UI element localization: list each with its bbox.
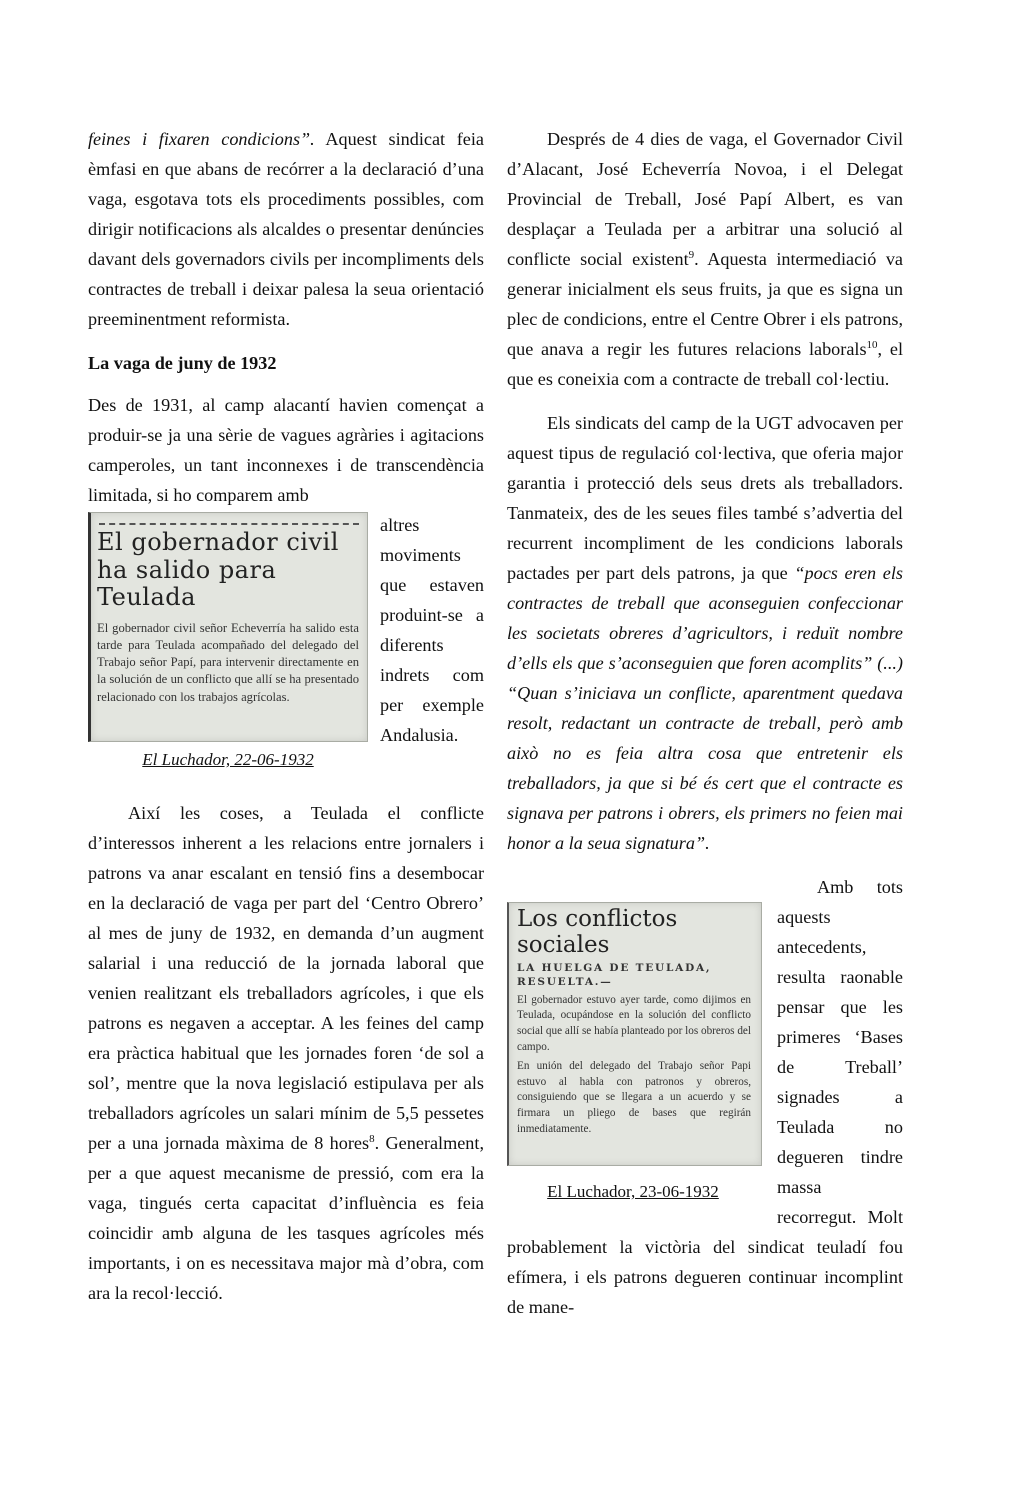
newspaper-clipping-1 — [88, 512, 368, 742]
paragraph-text: Així les coses, a Teulada el conflicte d’interessos inherent a les relacions entre jornalers i patrons va anar escalant en tensió fins a desembocar en la declaració de vaga per part del ‘Centro Obrero’ al mes de juny de 1932, en demanda d’un augment salarial i una reducció de la jornada laboral que venien realitzant els treballadors agrícoles, i que els patrons es negaven a acceptar. A les feines del camp era pràctica habitual que les jornades foren ‘de sol a sol’, mentre que la nova legislació estipulava per als treballadors agrícoles un salari mínim de 5,5 pessetes per a una jornada màxima de 8 hores — [88, 803, 484, 1153]
paragraph-right-1 — [507, 124, 903, 394]
paragraph-text: , el que es coneixia com a contracte de treball col·lectiu. — [507, 339, 903, 389]
footnote-ref-10[interactable]: 10 — [866, 338, 878, 351]
clipping-headline: Los conflictos sociales — [517, 906, 678, 959]
newspaper-clipping-2 — [507, 902, 762, 1166]
clipping-headline: El gobernador civil ha salido para Teulada — [97, 528, 339, 612]
paragraph-text: Aquest sindicat feia èmfasi en que abans de recórrer a la declaració d’una vaga, esgotava tots els procediments possibles, com dirigir notificacions als alcaldes o presentar denúncies davant dels governadors civils per incompliments dels contractes de treball i deixar palesa la seua orientació preeminentment reformista. — [88, 129, 484, 329]
paragraph-left-3 — [88, 798, 484, 1308]
right-column — [507, 124, 903, 1322]
clipping-figure-2 — [507, 902, 777, 1204]
clipping-body: El gobernador civil señor Echeverría ha salido esta tarde para Teulada acompañado del delegado del Trabajo señor Papí, para intervenir directamente en la solución de un conflicto que allí se ha presentado relacionado con los trabajos agrícolas. — [97, 620, 359, 704]
clipping-figure-1 — [88, 512, 380, 784]
footnote-ref-9[interactable]: 9 — [688, 248, 695, 261]
paragraph-right-3: Amb tots aquests antecedents, resulta raonable pensar que les primeres ‘Bases de Treball’ signades a Teulada no degueren tindre massa recorregut. Molt probablement la victòria del sindicat teuladí fou efímera, i els patrons degueren continuar incomplint de mane- — [507, 877, 903, 1317]
paragraph-text: Després de 4 dies de vaga, el Governador Civil d’Alacant, José Echeverría Novoa, i el Delegat Provincial de Treball, José Papí Albert, es van desplaçar a Teulada per a arbitrar una solució al conflicte social existent — [507, 129, 903, 269]
clipping-block-1 — [88, 510, 484, 784]
clipping-body-2: En unión del delegado del Trabajo señor Papi estuvo al habla con patronos y obreros, consiguiendo que se llegara a un acuerdo y se firmara un pliego de bases que regirán inmediatamente. — [517, 1060, 751, 1135]
paragraph-left-1 — [88, 124, 484, 334]
clipping-caption: El Luchador, 22-06-1932 — [142, 750, 314, 769]
quote-fragment: feines i fixaren condicions”. — [88, 129, 315, 149]
left-column — [88, 124, 484, 1308]
section-heading: La vaga de juny de 1932 — [88, 353, 277, 373]
clipping-subhead: LA HUELGA DE TEULADA, RESUELTA.— — [517, 961, 712, 988]
paragraph-left-2-intro: Des de 1931, al camp alacantí havien començat a produir-se ja una sèrie de vagues agràries i agitacions camperoles, un tant inconnexes i de transcendència limitada, si ho comparem amb — [88, 395, 484, 505]
paragraph-text: . Generalment, per a que aquest mecanisme de pressió, com era la vaga, tingués certa capacitat d’influència es feia coincidir amb alguna de les tasques agrícoles més importants, i on es necessitava major mà d’obra, com ara la recol·lecció. — [88, 1133, 485, 1303]
paragraph-text: Els sindicats del camp de la UGT advocaven per aquest tipus de regulació col·lectiva, que oferia major garantia i protecció dels seus drets als treballadors. Tanmateix, des de les seues files també s’advertia del recurrent incompliment de les condicions laborals pactades per part dels patrons, ja que — [507, 413, 903, 583]
clipping-body-1: El gobernador estuvo ayer tarde, como dijimos en Teulada, ocupándose en la solución del conflicto social que allí se había planteado por los obreros del campo. — [517, 993, 751, 1053]
footnote-ref-8[interactable]: 8 — [369, 1132, 375, 1145]
clipping-block-2 — [507, 872, 903, 1322]
paragraph-text: . Aquesta intermediació va generar inicialment els seus fruits, ja que es signa un plec de condicions, entre el Centre Obrer i els patrons, que anava a regir les futures relacions laborals — [507, 249, 903, 359]
paragraph-left-2-wrap: altres moviments que estaven produint-se a diferents indrets com per exemple Andalusia. — [380, 515, 484, 745]
quotation: “pocs eren els contractes de treball que aconseguien confeccionar les societats obreres d’agricultors, i reduït nombre d’ells els que s’aconseguien que foren acomplits” (...) “Quan s’iniciava un conflicte, aparentment quedava resolt, redactant un contracte de treball, però amb això no es feia altra cosa que entretenir els treballadors, ja que si bé és cert que el contracte es signava per patrons i obrers, els primers no feien mai honor a la seua signatura”. — [507, 563, 903, 853]
paragraph-right-2 — [507, 408, 903, 858]
clipping-caption: El Luchador, 23-06-1932 — [547, 1182, 719, 1201]
